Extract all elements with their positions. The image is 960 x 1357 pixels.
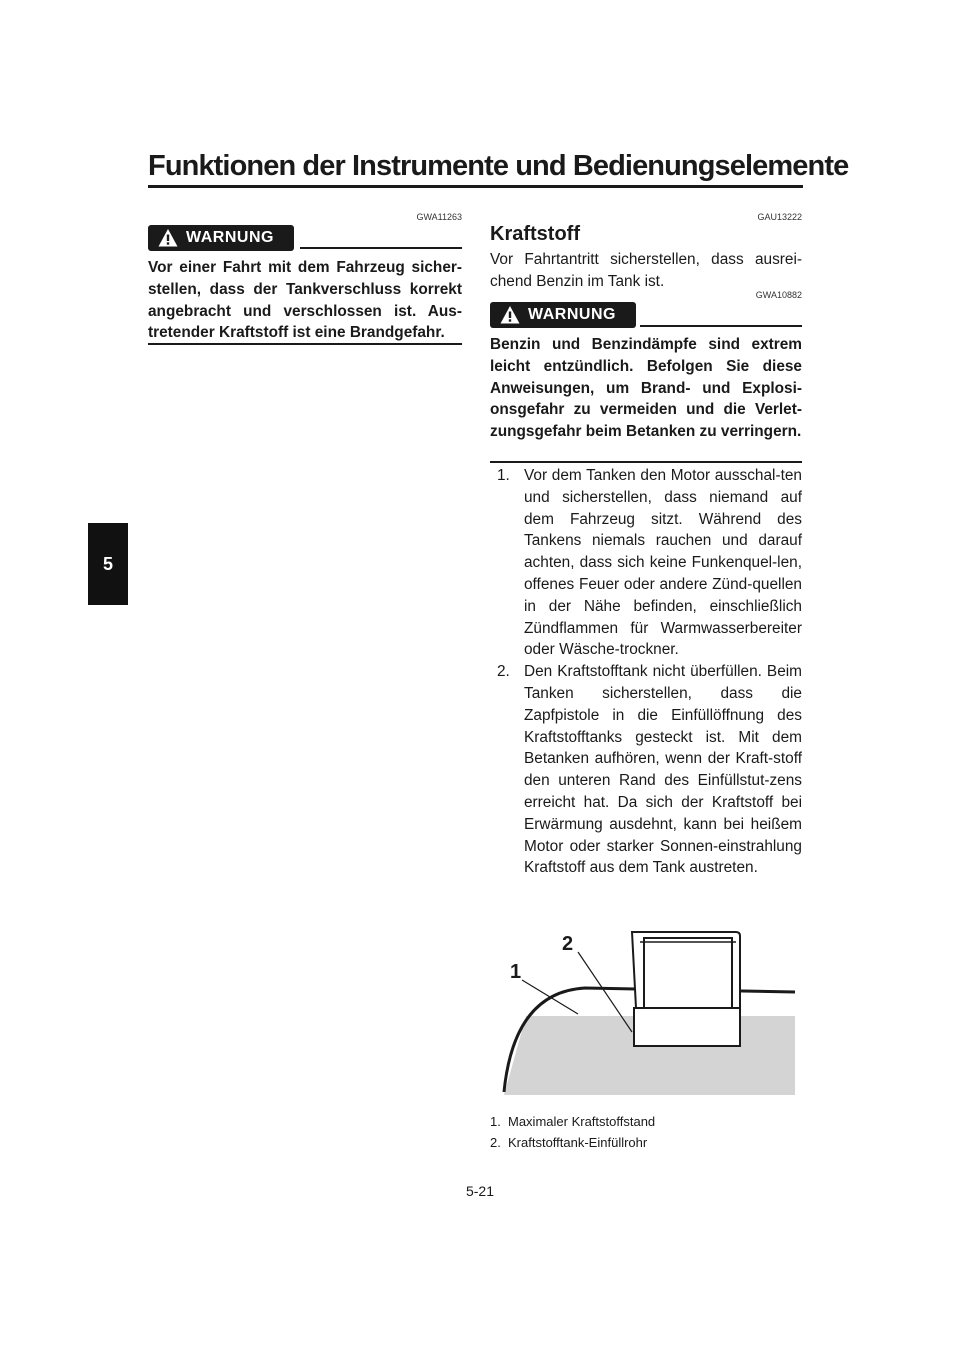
warning-badge: [490, 302, 636, 328]
warning-triangle-icon: [158, 228, 178, 248]
fuel-tank-figure: [500, 920, 802, 1100]
callout-label-2: 2: [562, 933, 574, 955]
left-warning-text: Vor einer Fahrt mit dem Fahrzeug sicher-stellen, dass der Tankverschluss korrekt angebracht und verschlossen ist. Aus-tretender Kraftstoff ist eine Brandgefahr.: [148, 259, 462, 342]
warning-header-rule: [640, 325, 802, 327]
caption-text: Kraftstofftank-Einfüllrohr: [508, 1135, 648, 1150]
caption-number: 2.: [490, 1135, 501, 1150]
chapter-tab: [88, 523, 128, 605]
left-warning-bottom-rule: [148, 343, 462, 345]
right-warning-text: Benzin und Benzindämpfe sind extrem leicht entzündlich. Befolgen Sie diese Anweisungen, um Brand- und Explosi-onsgefahr zu vermeiden und die Verlet-zungsgefahr beim Betanken zu verringern.: [490, 336, 802, 441]
caption-row: [490, 1111, 655, 1132]
figure-caption: [490, 1111, 655, 1153]
step-number: 2.: [497, 663, 510, 681]
step-text: Vor dem Tanken den Motor ausschal-ten und sicherstellen, dass niemand auf dem Fahrzeug sitzt. Während des Tankens niemals rauchen und darauf achten, dass sich keine Funkenquel-len, offenes Feuer oder andere Zünd-quellen in der Nähe befinden, einschließlich Zündflammen für Warmwasserbereiter oder Wäsche-trockner.: [524, 467, 802, 659]
fuel-section-code: GAU13222: [757, 212, 802, 222]
chapter-number: 5: [102, 553, 113, 574]
left-warning-code: GWA11263: [416, 212, 462, 222]
title-rule: [148, 185, 803, 188]
list-item: [497, 661, 802, 879]
page-number: 5-21: [465, 1183, 495, 1199]
filler-tube-neck: [634, 1008, 740, 1046]
step-number: 1.: [497, 467, 510, 484]
warning-label: WARNUNG: [528, 306, 616, 323]
right-warning-bottom-rule: [490, 461, 802, 463]
right-warning-header: [490, 302, 802, 328]
warning-label: WARNUNG: [186, 229, 274, 246]
warning-header-rule: [300, 247, 462, 249]
page-title: Funktionen der Instrumente und Bedienungselemente: [148, 150, 849, 182]
caption-text: Maximaler Kraftstoffstand: [508, 1114, 656, 1129]
callout-line-1: [522, 980, 578, 1014]
warning-triangle-icon: [500, 305, 520, 325]
filler-tube-inner: [644, 938, 732, 1008]
section-heading: Kraftstoff: [490, 223, 580, 245]
right-warning-code: GWA10882: [755, 290, 802, 300]
left-warning-header: [148, 225, 462, 251]
caption-number: 1.: [490, 1114, 501, 1129]
callout-label-1: 1: [510, 961, 522, 983]
section-intro: Vor Fahrtantritt sicherstellen, dass ausrei-chend Benzin im Tank ist.: [490, 251, 802, 290]
steps-list: [497, 465, 802, 879]
warning-badge: [148, 225, 294, 251]
caption-row: [490, 1132, 655, 1153]
step-text: Den Kraftstofftank nicht überfüllen. Beim Tanken sicherstellen, dass die Zapfpistole in die Einfüllöffnung des Kraftstofftanks gesteckt ist. Mit dem Betanken aufhören, wenn der Kraft-stoff den unteren Rand des Einfüllstut-zens erreicht hat. Da sich der Kraftstoff bei Erwärmung ausdehnt, kann bei heißem Motor oder starker Sonnen-einstrahlung Kraftstoff aus dem Tank austreten.: [524, 663, 802, 877]
list-item: [497, 465, 802, 661]
